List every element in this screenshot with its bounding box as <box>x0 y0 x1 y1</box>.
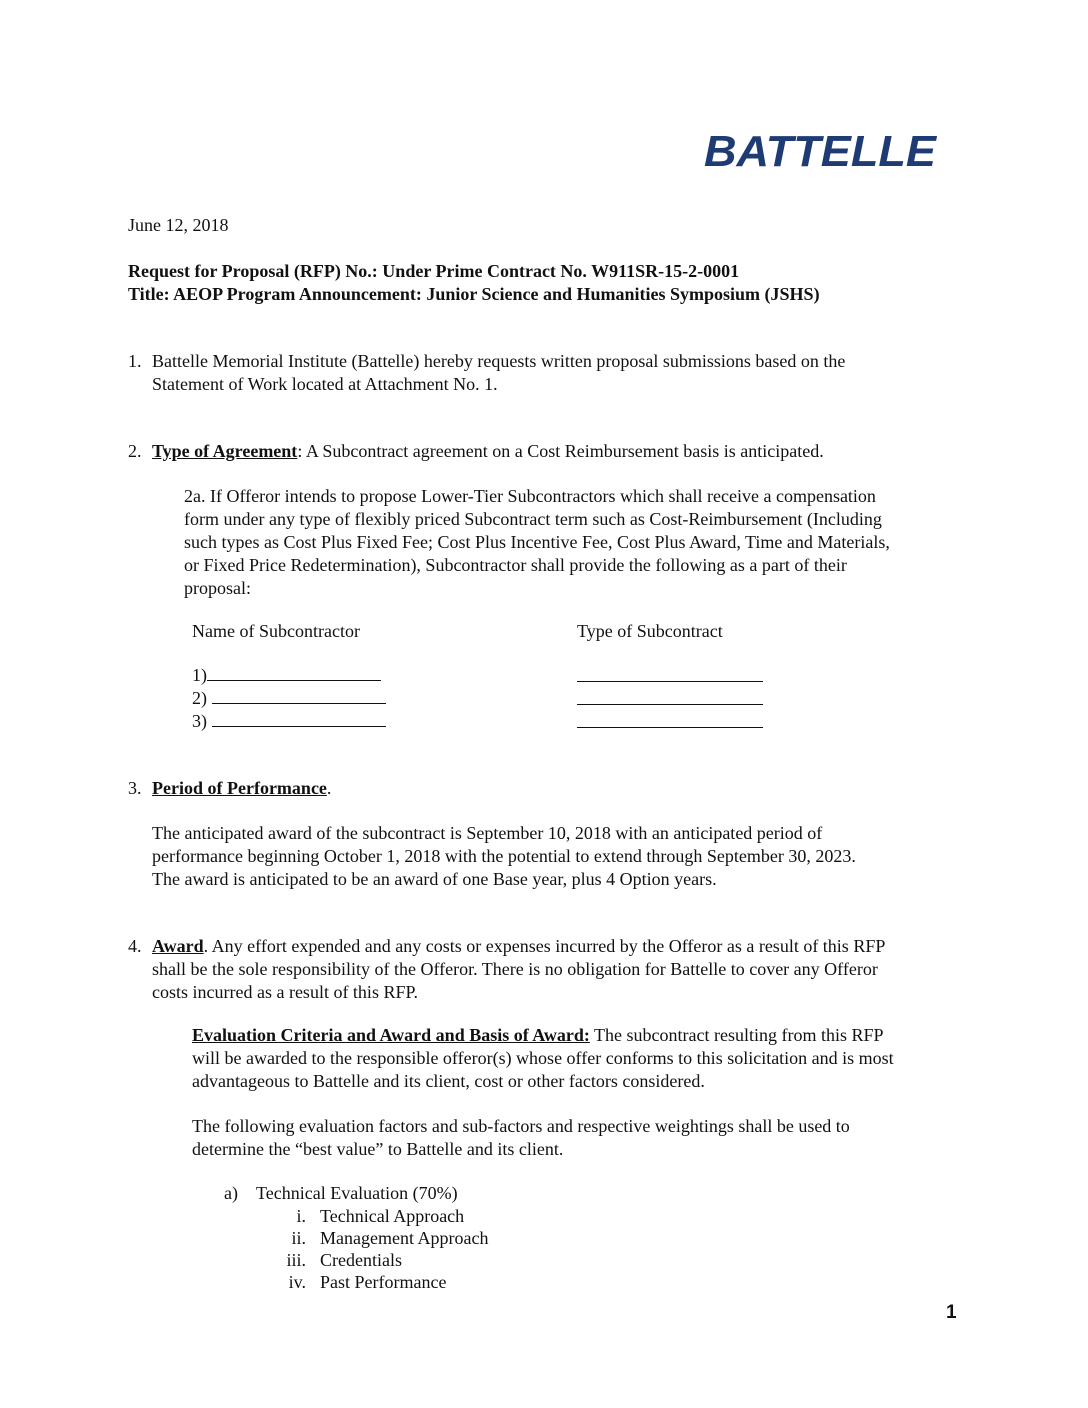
subcontractor-row-3 <box>192 710 386 733</box>
section-1-line-2: Statement of Work located at Attachment No. 1. <box>152 374 498 394</box>
subfactor-text: Credentials <box>320 1250 402 1270</box>
rfp-title-line: Title: AEOP Program Announcement: Junior Science and Humanities Symposium (JSHS) <box>128 284 820 304</box>
row-3-type-blank <box>577 713 763 728</box>
section-3-heading: Period of Performance <box>152 778 327 798</box>
row-1-name-blank <box>207 666 381 681</box>
subfactor-number: iv. <box>288 1272 306 1292</box>
para-2a-line-2: form under any type of flexibly priced Subcontract term such as Cost-Reimbursement (Including <box>184 509 882 529</box>
section-2-number: 2. <box>128 441 142 461</box>
rfp-number-line: Request for Proposal (RFP) No.: Under Prime Contract No. W911SR-15-2-0001 <box>128 261 740 281</box>
evaluation-heading: Evaluation Criteria and Award and Basis of Award: <box>192 1025 590 1045</box>
section-2-heading: Type of Agreement <box>152 441 298 461</box>
row-2-type-blank <box>577 690 763 705</box>
evaluation-line-3: advantageous to Battelle and its client, cost or other factors considered. <box>192 1071 705 1091</box>
section-4-line-3: costs incurred as a result of this RFP. <box>152 982 418 1002</box>
subfactor-text: Management Approach <box>320 1228 489 1248</box>
factor-a-label: a) <box>224 1183 238 1203</box>
section-3-para-line-1: The anticipated award of the subcontract is September 10, 2018 with an anticipated period of <box>152 823 823 843</box>
battelle-logo-mark <box>700 122 940 174</box>
subfactor-number: iii. <box>286 1250 306 1270</box>
section-4-line-2: shall be the sole responsibility of the Offeror. There is no obligation for Battelle to cover any Offeror <box>152 959 878 979</box>
section-4-line-1 <box>152 935 885 958</box>
subcontractor-row-1 <box>192 664 381 687</box>
row-3-label: 3) <box>192 711 207 731</box>
section-3-number: 3. <box>128 778 142 798</box>
evaluation-line-2: will be awarded to the responsible offeror(s) whose offer conforms to this solicitation and is most <box>192 1048 894 1068</box>
page-number: 1 <box>946 1302 957 1323</box>
section-1-line-1: Battelle Memorial Institute (Battelle) hereby requests written proposal submissions based on the <box>152 351 846 371</box>
subfactor-text: Technical Approach <box>320 1206 465 1226</box>
section-4-line-1-text: . Any effort expended and any costs or expenses incurred by the Offeror as a result of this RFP <box>203 936 886 956</box>
section-4-number: 4. <box>128 936 142 956</box>
section-2-line <box>152 440 824 463</box>
para-2a-line-1: 2a. If Offeror intends to propose Lower-Tier Subcontractors which shall receive a compensation <box>184 486 876 506</box>
row-2-label: 2) <box>192 688 207 708</box>
evaluation-line-1-text: The subcontract resulting from this RFP <box>589 1025 884 1045</box>
row-2-name-blank <box>212 689 386 704</box>
logo-wordmark: BATTELLE <box>704 127 938 174</box>
para-2a-line-3: such types as Cost Plus Fixed Fee; Cost Plus Incentive Fee, Cost Plus Award, Time and Materials, <box>184 532 890 552</box>
subfactor-text: Past Performance <box>320 1272 447 1292</box>
subfactor-number: i. <box>296 1206 306 1226</box>
row-1-label: 1) <box>192 665 207 685</box>
section-3-para-line-2: performance beginning October 1, 2018 with the potential to extend through September 30, 2023. <box>152 846 856 866</box>
battelle-logo <box>700 122 940 174</box>
row-3-name-blank <box>212 712 386 727</box>
section-2-text: : A Subcontract agreement on a Cost Reimbursement basis is anticipated. <box>297 441 824 461</box>
para-2a-line-4: or Fixed Price Redetermination), Subcontractor shall provide the following as a part of their <box>184 555 847 575</box>
subfactor-number: ii. <box>291 1228 306 1248</box>
section-3-line <box>152 777 331 800</box>
subcontractor-name-header: Name of Subcontractor <box>192 621 360 641</box>
subcontract-type-header: Type of Subcontract <box>577 621 723 641</box>
factor-a-text: Technical Evaluation (70%) <box>256 1183 458 1203</box>
subcontractor-row-2 <box>192 687 386 710</box>
section-3-para-line-3: The award is anticipated to be an award of one Base year, plus 4 Option years. <box>152 869 717 889</box>
factors-line-1: The following evaluation factors and sub-factors and respective weightings shall be used to <box>192 1116 850 1136</box>
section-4-heading: Award <box>152 936 204 956</box>
section-1-number: 1. <box>128 351 142 371</box>
factors-line-2: determine the “best value” to Battelle and its client. <box>192 1139 564 1159</box>
row-1-type-blank <box>577 667 763 682</box>
section-3-punct: . <box>326 778 332 798</box>
letter-date: June 12, 2018 <box>128 215 229 235</box>
para-2a-line-5: proposal: <box>184 578 251 598</box>
evaluation-line-1 <box>192 1024 884 1047</box>
